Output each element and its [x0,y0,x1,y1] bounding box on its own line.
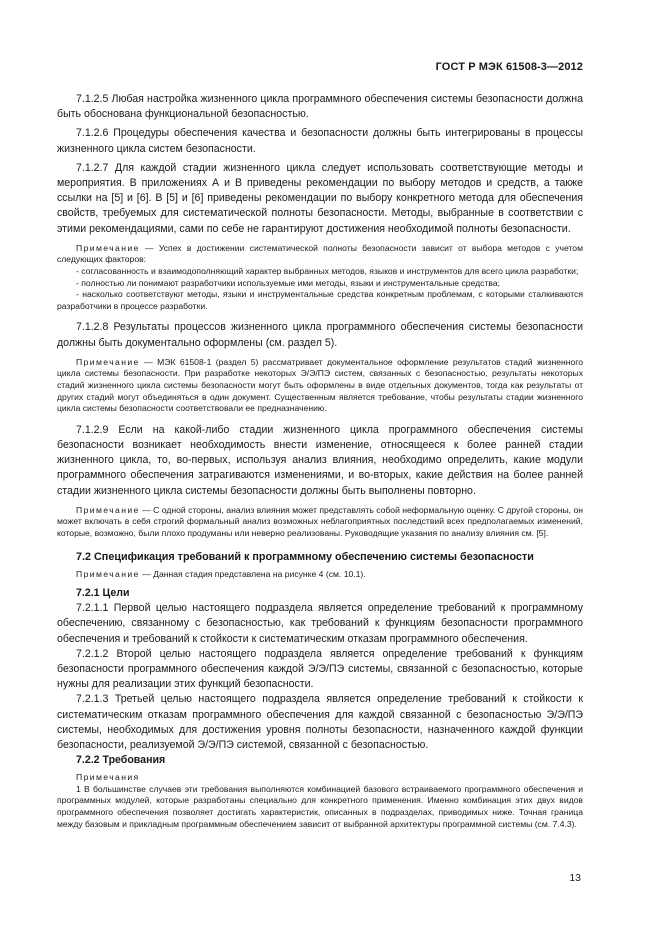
paragraph-7-1-2-6: 7.1.2.6 Процедуры обеспечения качества и безопасности должны быть интегрированы в процессы жизненного цикла систем безопасности. [57,127,583,155]
page-number: 13 [569,872,581,884]
paragraph-7-1-2-7: 7.1.2.7 Для каждой стадии жизненного цикла следует использовать соответствующие методы и мероприятия. В приложениях А и В приведены рекомендации по выбору методов и средств, а также ссылки на [5] и [6]. В [5] и [6] приведены рекомендации по выбору конкретного метода для обеспечения свойств, требуемых для систематической полноты безопасности. Методы, выбранные в соответствии с этими рекомендациями, сами по себе не гарантируют достижения необходимой полноты безопасности. [57,161,583,235]
note-text: — Данная стадия представлена на рисунке 4 (см. 10.1). [139,568,366,579]
note-methods [57,243,583,266]
subsection-heading-7-2-2: 7.2.2 Требования [76,754,166,767]
note-item-1: 1 В большинстве случаев эти требования выполняются комбинацией базового встраиваемого программного обеспечения и программных модулей, которые разработаны специально для конкретного применения. Именно комбинация этих двух видов программного обеспечения позволяет достигать характеристик, описанных в подразделах, приводимых ниже. Точная граница между базовым и прикладным программным обеспечением зависит от выбранной архитектуры программной системы (см. 7.4.3). [57,783,583,829]
note-impact-analysis [57,505,583,540]
note-text: — С одной стороны, анализ влияния может представлять собой неформальную оценку. С другой стороны, он может включать в себя строгий формальный анализ возможных неблагоприятных последствий всех предполагаемых изменений, которые, возможно, были плохо продуманы или неверно реализованы. Руководящие указания по анализу влияния см. [5]. [57,504,583,538]
note-figure-ref [57,569,583,581]
note-label: Примечание [76,356,140,367]
paragraph-7-2-1-2: 7.2.1.2 Второй целью настоящего подраздела является определение требований к функциям безопасности программного обеспечения каждой Э/Э/ПЭ системы, связанной с безопасностью, которые нужны для реализации этих функций безопасности. [57,647,583,691]
note-text: — Успех в достижении систематической полноты безопасности зависит от выбора методов с учетом следующих факторов: [57,242,583,265]
section-heading-7-2: 7.2 Спецификация требований к программному обеспечению системы безопасности [76,550,534,563]
note-list-item: - полностью ли понимают разработчики используемые ими методы, языки и инструментальные средства; [76,277,501,288]
notes-label: Примечания [76,772,140,783]
note-label: Примечание [76,242,140,253]
paragraph-7-1-2-8: 7.1.2.8 Результаты процессов жизненного цикла программного обеспечения системы безопасности должны быть документально оформлены (см. раздел 5). [57,321,583,349]
note-label: Примечание [76,568,140,579]
note-label: Примечание [76,504,140,515]
subsection-heading-7-2-1: 7.2.1 Цели [76,587,130,600]
notes-heading [57,772,583,784]
standard-header: ГОСТ Р МЭК 61508-3—2012 [435,61,583,73]
note-list-item: - согласованность и взаимодополняющий характер выбранных методов, языков и инструментов для всего цикла разработки; [76,266,579,277]
note-text: — МЭК 61508-1 (раздел 5) рассматривает документальное оформление результатов стадий жизненного цикла системы безопасности. При разработке некоторых Э/Э/ПЭ систем, связанных с безопасностью, результаты некоторых стадий жизненного цикла системы безопасности могут быть оформлены в виде отдельных документов, тогда как результаты от других стадий могут объединяться в один документ. Существенным является требование, чтобы результаты стадии жизненного цикла системы безопасности соответствовали ее предназначению. [57,356,583,414]
page-content [57,92,583,830]
paragraph-7-1-2-9: 7.1.2.9 Если на какой-либо стадии жизненного цикла программного обеспечения системы безопасности возникает необходимость внести изменение, относящееся к более ранней стадии жизненного цикла, то, во-первых, используя анализ влияния, необходимо определить, какие модули программного обеспечения затрагиваются изменениями, и во-вторых, какие действия на более ранней стадии жизненного цикла системы безопасности должны быть выполнены повторно. [57,423,583,497]
paragraph-7-1-2-5: 7.1.2.5 Любая настройка жизненного цикла программного обеспечения системы безопасности должна быть обоснована функциональной безопасностью. [57,93,583,121]
paragraph-7-2-1-1: 7.2.1.1 Первой целью настоящего подраздела является определение требований к программному обеспечению, связанному с безопасностью, как требований к функциям безопасности программного обеспечения и требований к стойкости к систематическим отказам программного обеспечения. [57,602,583,645]
paragraph-7-2-1-3: 7.2.1.3 Третьей целью настоящего подраздела является определение требований к стойкости к систематическим отказам программного обеспечения для каждой связанной с безопасностью Э/Э/ПЭ системы, необходимых для достижения уровня полноты безопасности, назначенного каждой функции безопасности, реализуемой Э/Э/ПЭ системой, связанной с безопасностью. [57,693,583,751]
note-list-item: - насколько соответствуют методы, языки и инструментальные средства конкретным проблемам, с которыми сталкиваются разработчики в процессе разработки. [57,289,583,311]
note-documentation [57,357,583,415]
